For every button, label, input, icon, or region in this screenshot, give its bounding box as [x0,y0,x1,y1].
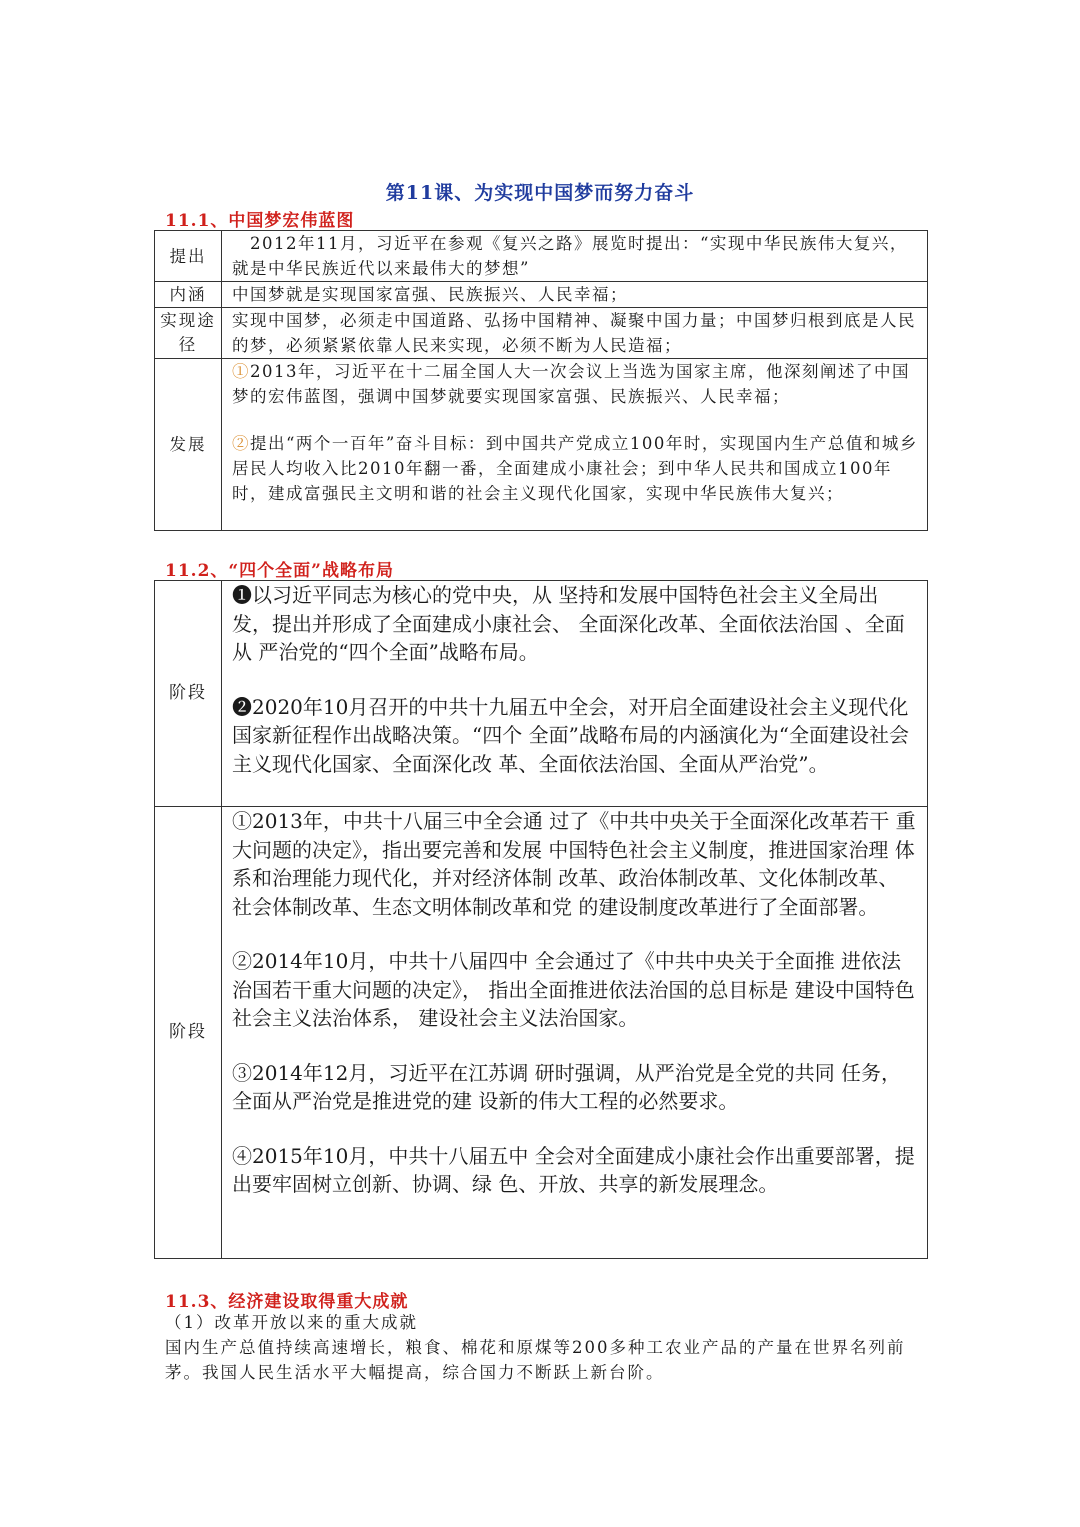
point-text-1: 2013年，习近平在十二届全国人大一次会议上当选为国家主席，他深刻阐述了中国梦的宏伟蓝图，强调中国梦就要实现国家富强、民族振兴、人民幸福； [232,362,910,406]
table-china-dream [154,230,928,531]
section3-subheading: （1）改革开放以来的重大成就 [165,1313,418,1332]
table-row [155,359,928,531]
stage2-paragraph-1: ①2013年，中共十八届三中全会通 过了《中共中央关于全面深化改革若干 重大问题的决定》，指出要完善和发展 中国特色社会主义制度，推进国家治理 体系和治理能力现代化，并对经济体制 改革、政治体制改革、文化体制改革、 社会体制改革、生态文明体制改革和党 的建设制度改革进行了全面部署。 [232,809,916,919]
row-content-path: 实现中国梦，必须走中国道路、弘扬中国精神、凝聚中国力量；中国梦归根到底是人民的梦，必须紧紧依靠人民来实现，必须不断为人民造福； [222,308,928,359]
table-row [155,581,928,807]
row-label-stage-1: 阶段 [155,581,222,807]
row-label-development: 发展 [155,359,222,531]
stage1-paragraph-2: ❷2020年10月召开的中共十九届五中全会，对开启全面建设社会主义现代化国家新征程作出战略决策。“四个 全面”战略布局的内涵演化为“全面建设社会主义现代化国家、全面深化改 革、全面依法治国、全面从严治党”。 [232,694,910,776]
table-row [155,308,928,359]
section3-paragraph: 国内生产总值持续高速增长，粮食、棉花和原煤等200多种工农业产品的产量在世界名列前茅。我国人民生活水平大幅提高，综合国力不断跃上新台阶。 [165,1338,906,1382]
section-heading-1: 11.1、中国梦宏伟蓝图 [165,211,355,231]
row-label-path: 实现途径 [155,308,222,359]
row-content-stage-2 [222,807,928,1259]
row-content-development [222,359,928,531]
row-label-stage-2: 阶段 [155,807,222,1259]
point-text-2: 提出“两个一百年”奋斗目标：到中国共产党成立100年时，实现国内生产总值和城乡居民人均收入比2010年翻一番，全面建成小康社会；到中华人民共和国成立100年时，建成富强民主文明和谐的社会主义现代化国家，实现中华民族伟大复兴； [232,434,918,503]
page-title: 第11课、为实现中国梦而努力奋斗 [385,182,695,204]
row-content-stage-1 [222,581,928,807]
row-content-connotation: 中国梦就是实现国家富强、民族振兴、人民幸福； [222,282,928,308]
stage2-paragraph-4: ④2015年10月，中共十八届五中 全会对全面建成小康社会作出重要部署，提出要牢固树立创新、协调、绿 色、开放、共享的新发展理念。 [232,1143,915,1196]
development-point-1 [232,359,919,409]
table-four-comprehensives [154,580,928,1259]
table-row [155,807,928,1259]
row-content-proposal: 2012年11月，习近平在参观《复兴之路》展览时提出：“实现中华民族伟大复兴，就是中华民族近代以来最伟大的梦想” [222,231,928,282]
table-row [155,282,928,308]
row-label-proposal: 提出 [155,231,222,282]
point-number-1: ① [232,362,250,381]
development-point-2 [232,431,919,506]
section-heading-3: 11.3、经济建设取得重大成就 [165,1292,409,1312]
table-row [155,231,928,282]
stage2-paragraph-2: ②2014年10月，中共十八届四中 全会通过了《中共中央关于全面推 进依法治国若干重大问题的决定》， 指出全面推进依法治国的总目标是 建设中国特色社会主义法治体系， 建设社会主义法治国家。 [232,949,915,1030]
point-number-2: ② [232,434,250,453]
stage2-paragraph-3: ③2014年12月，习近平在江苏调 研时强调，从严治党是全党的共同 任务，全面从严治党是推进党的建 设新的伟大工程的必然要求。 [232,1060,902,1113]
section-heading-2: 11.2、“四个全面”战略布局 [165,561,394,581]
row-label-connotation: 内涵 [155,282,222,308]
stage1-paragraph-1: ❶以习近平同志为核心的党中央，从 坚持和发展中国特色社会主义全局出 发，提出并形成了全面建成小康社会、 全面深化改革、全面依法治国 、全面从 严治党的“四个全面”战略布局。 [232,583,905,664]
